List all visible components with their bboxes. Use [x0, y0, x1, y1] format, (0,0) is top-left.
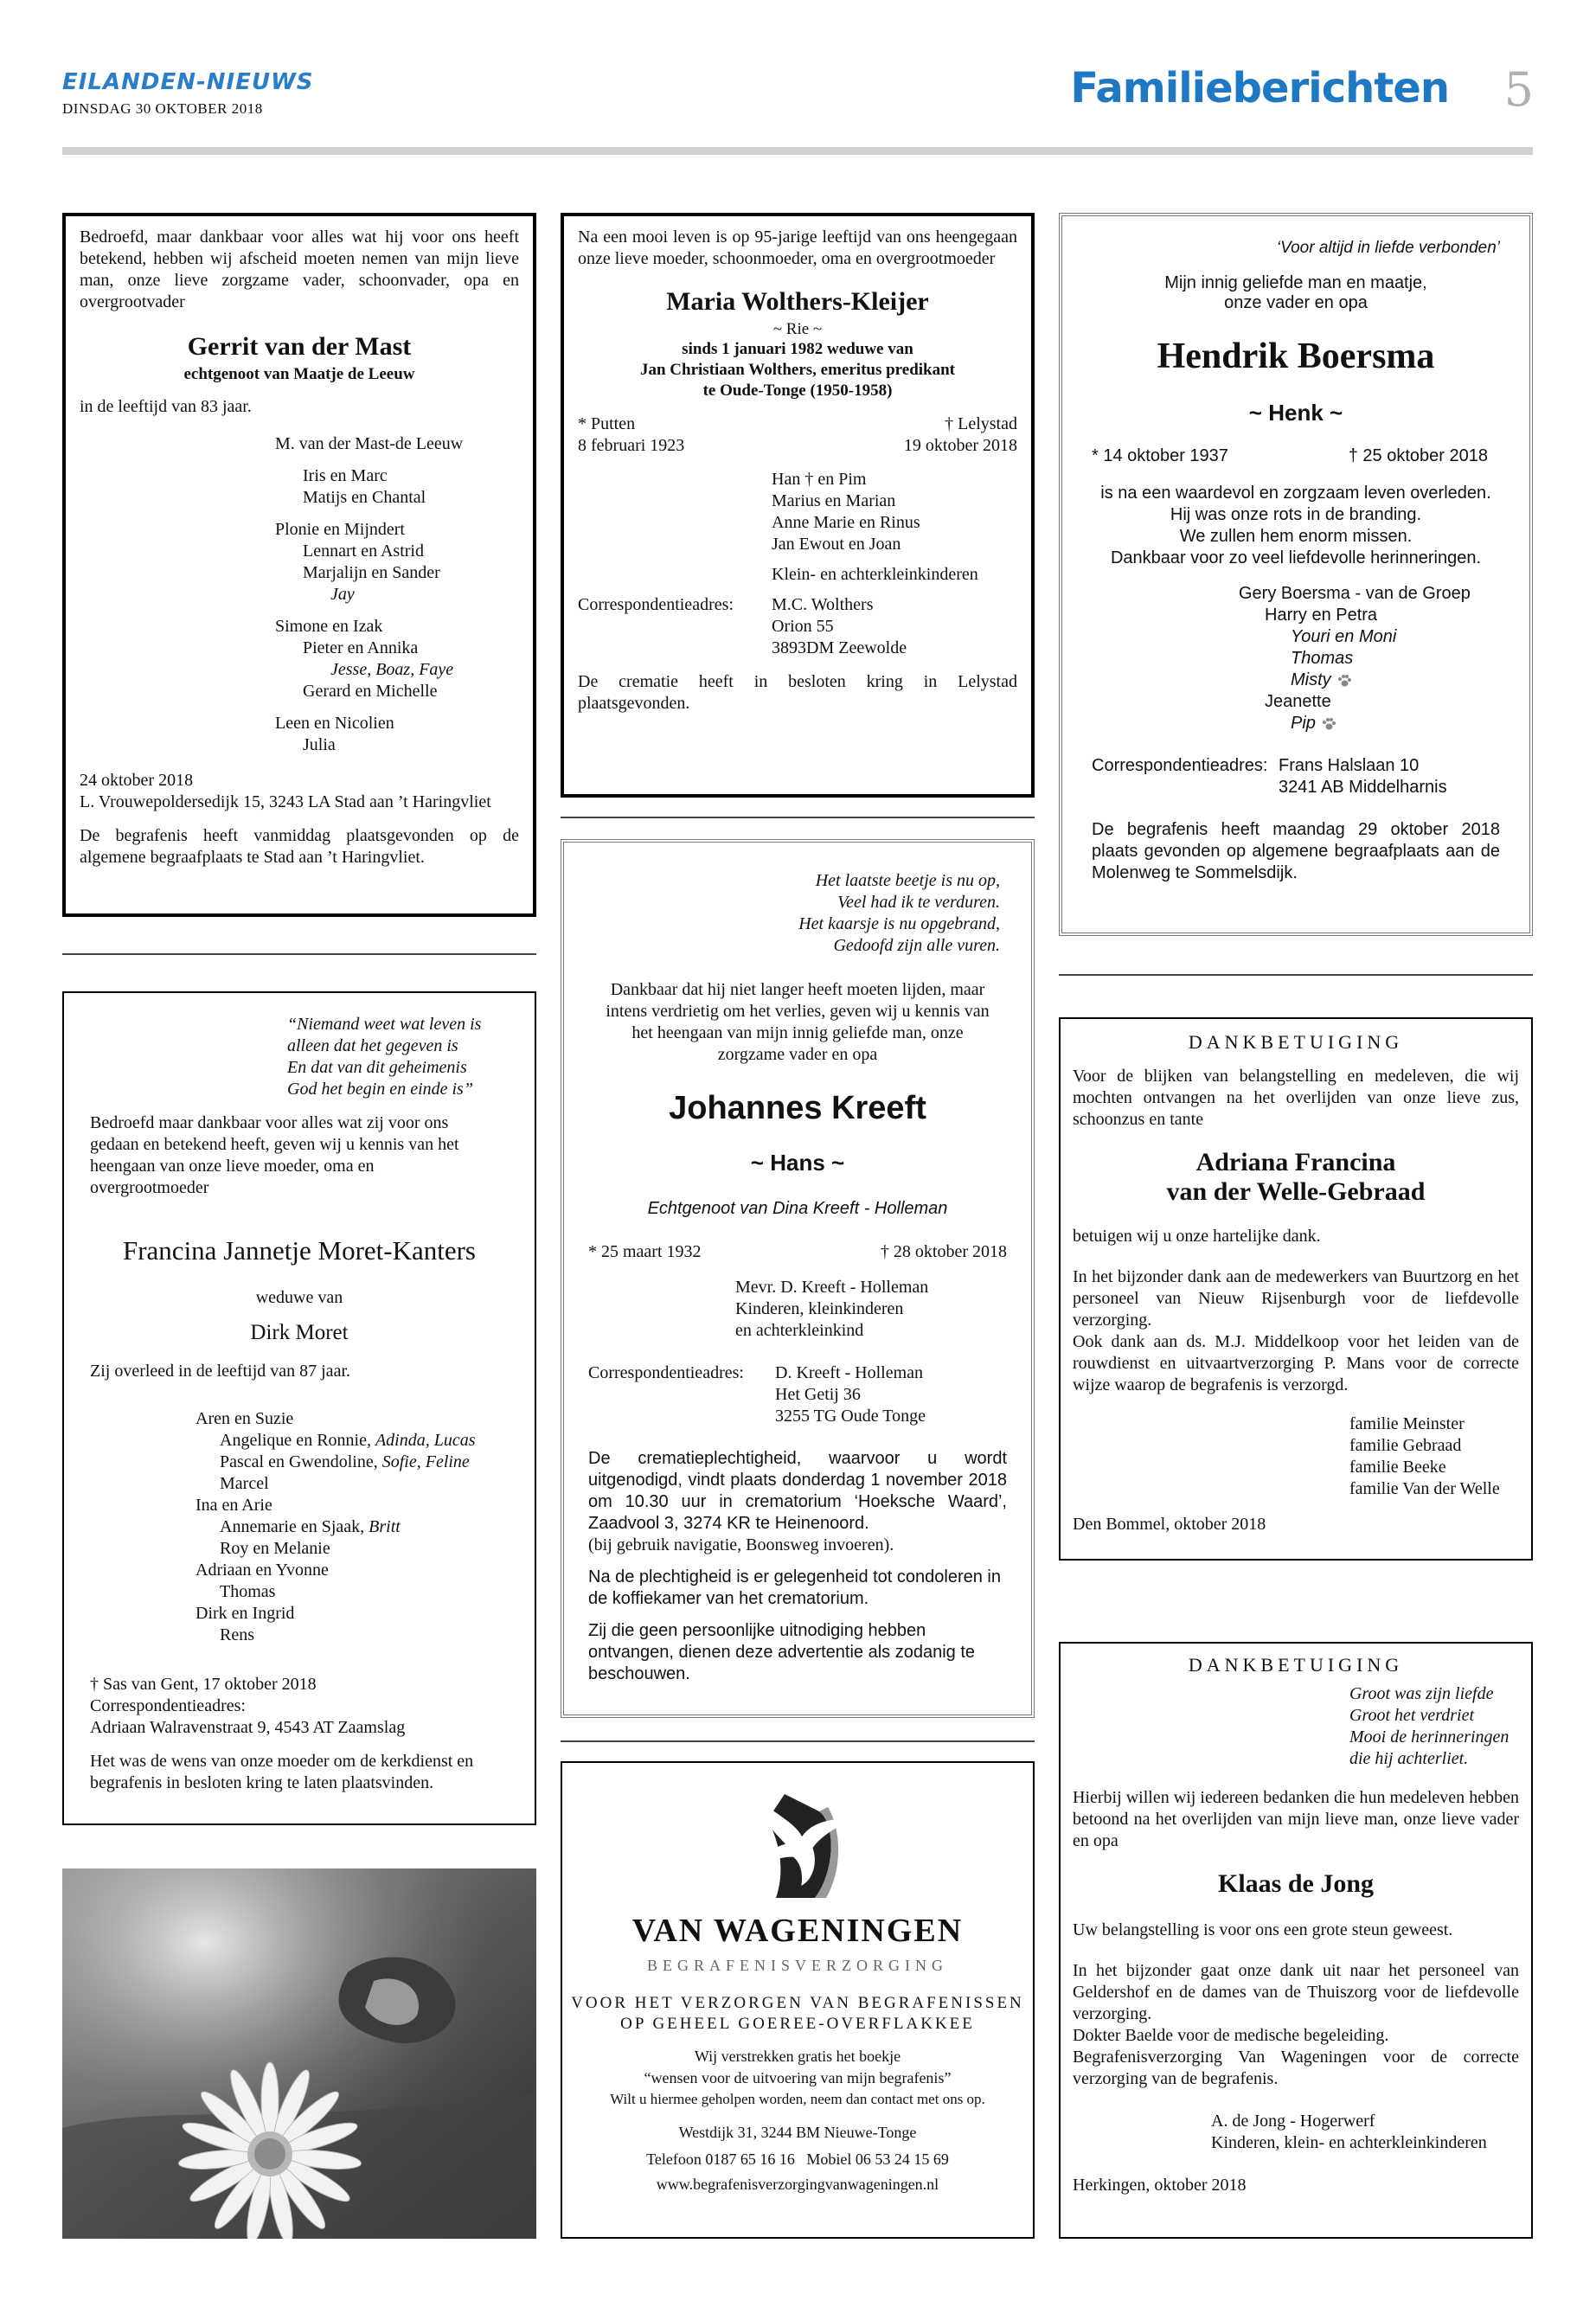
family-member — [1239, 670, 1500, 691]
family-member: Lennart en Astrid — [303, 542, 424, 561]
signature-2: Kinderen, klein- en achterkleinkinderen — [1211, 2133, 1487, 2152]
deceased-name: Maria Wolthers-Kleijer — [666, 287, 929, 316]
nickname: ~ Hans ~ — [750, 1150, 845, 1176]
family-member: Roy en Melanie — [220, 1539, 330, 1558]
husband-name: Dirk Moret — [250, 1321, 349, 1344]
died-date: † 25 oktober 2018 — [1348, 446, 1488, 465]
corr-line: 3255 TG Oude Tonge — [775, 1407, 926, 1426]
family-member: Ina en Arie — [195, 1496, 272, 1515]
navigation-text: (bij gebruik navigatie, Boonsweg invoeren). — [588, 1535, 894, 1554]
intro-line-1: Mijn innig geliefde man en maatje, — [1164, 273, 1427, 292]
thanks-intro: Voor de blijken van belangstelling en medeleven, die wij mochten ontvangen na het overlijden van onze lieve zus, schoonzus en tante — [1073, 1067, 1519, 1129]
notice-kreeft — [561, 839, 1035, 1718]
corr-address — [775, 1362, 926, 1427]
deceased-name: Hendrik Boersma — [1157, 336, 1435, 376]
family-member: Han † en Pim — [772, 470, 867, 489]
quote: ‘Voor altijd in liefde verbonden’ — [1276, 239, 1500, 257]
notice-van-der-mast — [62, 213, 536, 917]
family-member: Matijs en Chantal — [303, 488, 426, 507]
issue-date: DINSDAG 30 OKTOBER 2018 — [62, 100, 263, 117]
corr-label: Correspondentieadres: — [578, 595, 734, 614]
death-line: † Sas van Gent, 17 oktober 2018 — [90, 1675, 317, 1694]
funeral-text: De begrafenis heeft vanmiddag plaatsgevonden op de algemene begraafplaats te Stad aan ’t Haringvliet. — [80, 826, 519, 867]
poem — [588, 870, 1007, 957]
family-member-name: Misty — [1291, 670, 1331, 689]
notice-intro: Na een mooi leven is op 95-jarige leeftijd van ons heengegaan onze lieve moeder, schoonmoeder, oma en overgrootmoeder — [578, 228, 1017, 268]
separator — [561, 1740, 1035, 1742]
family-list — [772, 469, 1017, 555]
family-member: Rens — [220, 1625, 254, 1644]
tribute-line: is na een waardevol en zorgzaam leven overleden. — [1100, 484, 1491, 503]
family-member: Jesse, Boaz, Faye — [330, 660, 454, 679]
family-list — [735, 1277, 1007, 1342]
family-member-name: Youri en Moni — [1291, 627, 1397, 646]
family-signature: familie Beeke — [1349, 1458, 1446, 1477]
widow-line: weduwe van — [255, 1288, 343, 1307]
notice-date: 24 oktober 2018 — [80, 771, 194, 790]
poem-line: Mooi de herinneringen — [1349, 1727, 1509, 1747]
family-member: Marcel — [220, 1474, 269, 1493]
born-date: * 14 oktober 1937 — [1092, 446, 1228, 465]
spouse-line: echtgenoot van Maatje de Leeuw — [183, 365, 415, 383]
family-member: en achterkleinkind — [735, 1321, 864, 1340]
notice-intro: Dankbaar dat hij niet langer heeft moeten lijden, maar intens verdrietig om het verlies, geven wij u kennis van het heengaan van mijn innig geliefde man, onze zorgzame vader en opa — [606, 980, 990, 1064]
poem-line: Groot het verdriet — [1349, 1706, 1475, 1725]
family-signature: familie Van der Welle — [1349, 1479, 1500, 1498]
thanks-para-4: Begrafenisverzorging Van Wageningen voor de correcte verzorging van de begrafenis. — [1073, 2048, 1519, 2088]
poem-line: Het kaarsje is nu opgebrand, — [798, 914, 1000, 933]
condolence-text: Na de plechtigheid is er gelegenheid tot condoleren in de koffiekamer van het crematorium. — [588, 1567, 1002, 1608]
offer-1: Wij verstrekken gratis het boekje — [694, 2048, 901, 2065]
header-rule — [62, 147, 1533, 155]
correspondence — [578, 594, 1017, 659]
deceased-name-1: Adriana Francina — [1195, 1148, 1396, 1176]
grandchildren-line: Klein- en achterkleinkinderen — [772, 565, 978, 584]
quote-line: “Niemand weet wat leven is — [287, 1015, 482, 1034]
family-member: Gerard en Michelle — [303, 682, 438, 701]
section-title: Familieberichten — [1070, 64, 1449, 112]
separator — [1059, 974, 1533, 976]
corr-label: Correspondentieadres: — [90, 1696, 246, 1715]
family-member: Anne Marie en Rinus — [772, 513, 920, 532]
tribute-line: Hij was onze rots in de branding. — [1170, 505, 1422, 524]
family-member: Thomas — [220, 1582, 276, 1601]
nickname: ~ Henk ~ — [1248, 400, 1343, 426]
offer-2: “wensen voor de uitvoering van mijn begrafenis” — [644, 2069, 952, 2086]
company-address: Westdijk 31, 3244 BM Nieuwe-Tonge — [678, 2124, 917, 2141]
family-member: Marjalijn en Sander — [303, 563, 440, 582]
family-list — [275, 433, 519, 756]
family-member — [1239, 583, 1500, 605]
intro-line-2: onze vader en opa — [1224, 293, 1368, 312]
thanks-para-1: In het bijzonder dank aan de medewerkers van Buurtzorg en het personeel van Nieuw Rijsenburgh voor de liefdevolle verzorging. — [1073, 1267, 1519, 1330]
thanks-de-jong — [1059, 1642, 1533, 2239]
notice-address: L. Vrouwepoldersedijk 15, 3243 LA Stad aan ’t Haringvliet — [80, 792, 491, 811]
corr-line: 3893DM Zeewolde — [772, 638, 907, 657]
family-member: Dirk en Ingrid — [195, 1604, 295, 1623]
poem-line: die hij achterliet. — [1349, 1749, 1469, 1768]
family-member: Plonie en Mijndert — [275, 520, 405, 539]
family-member: Iris en Marc — [303, 466, 388, 485]
family-signature: familie Meinster — [1349, 1414, 1465, 1433]
family-list — [1239, 583, 1500, 734]
notice-moret-kanters — [62, 991, 536, 1825]
family-member: M. van der Mast-de Leeuw — [275, 434, 464, 453]
family-member: Simone en Izak — [275, 617, 383, 636]
corr-label: Correspondentieadres: — [588, 1363, 744, 1382]
family-member: Pascal en Gwendoline, Sofie, Feline — [220, 1452, 470, 1471]
family-member-name: Pip — [1291, 714, 1316, 733]
thanks-heading: DANKBETUIGING — [1188, 1031, 1404, 1053]
family-member — [1239, 691, 1500, 713]
family-member: Kinderen, kleinkinderen — [735, 1299, 904, 1318]
family-signature: familie Gebraad — [1349, 1436, 1462, 1455]
offer-3: Wilt u hiermee geholpen worden, neem dan contact met ons op. — [610, 2091, 985, 2107]
thanks-intro: Hierbij willen wij iedereen bedanken die hun medeleven hebben betoond na het overlijden van mijn lieve man, onze lieve vader en opa — [1073, 1788, 1519, 1850]
corr-line: M.C. Wolthers — [772, 595, 874, 614]
funeral-text: De begrafenis heeft maandag 29 oktober 2018 plaats gevonden op algemene begraafplaats aan de Molenweg te Sommelsdijk. — [1092, 820, 1500, 882]
spouse-line: Echtgenoot van Dina Kreeft - Holleman — [647, 1199, 948, 1218]
poem-line: Gedoofd zijn alle vuren. — [833, 936, 1000, 955]
family-member: Jay — [330, 585, 355, 604]
family-member: Annemarie en Sjaak, Britt — [220, 1517, 401, 1536]
place-date: Den Bommel, oktober 2018 — [1073, 1515, 1266, 1534]
parish-line: te Oude-Tonge (1950-1958) — [702, 381, 893, 400]
tagline-2: OP GEHEEL GOEREE-OVERFLAKKEE — [620, 2015, 975, 2033]
corr-label: Correspondentieadres: — [1092, 756, 1268, 775]
tribute-line: We zullen hem enorm missen. — [1179, 527, 1413, 546]
signature-1: A. de Jong - Hogerwerf — [1211, 2112, 1375, 2131]
thanks-heading: DANKBETUIGING — [1188, 1654, 1404, 1676]
husband-line: Jan Christiaan Wolthers, emeritus predikant — [639, 361, 955, 379]
tribute-line: Dankbaar voor zo veel liefdevolle herinneringen. — [1110, 548, 1482, 567]
died-date: 19 oktober 2018 — [903, 436, 1017, 455]
family-member — [1239, 605, 1500, 626]
family-member-name: Gery Boersma - van de Groep — [1239, 584, 1471, 603]
company-name: VAN WAGENINGEN — [631, 1913, 964, 1949]
paw-print-icon — [1321, 714, 1336, 733]
correspondence — [1092, 755, 1500, 798]
advert-van-wageningen — [561, 1761, 1035, 2239]
corr-line: Frans Halslaan 10 — [1279, 756, 1420, 775]
corr-line: 3241 AB Middelharnis — [1279, 778, 1447, 797]
birth-death-dates — [578, 435, 1017, 457]
corr-address — [772, 594, 907, 659]
poem-line: Groot was zijn liefde — [1349, 1684, 1494, 1703]
corr-address: Adriaan Walravenstraat 9, 4543 AT Zaamslag — [90, 1718, 406, 1737]
born-date: * 25 maart 1932 — [588, 1242, 702, 1261]
cremation-text: De crematie heeft in besloten kring in Lelystad plaatsgevonden. — [578, 672, 1017, 713]
separator — [62, 953, 536, 955]
thanks-para-1: Uw belangstelling is voor ons een grote steun geweest. — [1073, 1920, 1453, 1939]
family-member: Adriaan en Yvonne — [195, 1561, 329, 1580]
died-place: † Lelystad — [945, 414, 1017, 433]
paw-print-icon — [1336, 670, 1352, 689]
place-date: Herkingen, oktober 2018 — [1073, 2176, 1247, 2195]
family-member: Julia — [303, 735, 336, 754]
family-member-name: Thomas — [1291, 649, 1354, 668]
deceased-name-2: van der Welle-Gebraad — [1166, 1177, 1426, 1206]
notice-intro: Bedroefd maar dankbaar voor alles wat zij voor ons gedaan en betekend heeft, geven wij u kennis van het heengaan van onze lieve moeder, oma en overgrootmoeder — [90, 1113, 459, 1197]
thanks-para-2: Ook dank aan ds. M.J. Middelkoop voor het leiden van de rouwdienst en uitvaartverzorging P. Mans voor de correcte wijze waarop de begrafenis is verzorgd. — [1073, 1332, 1519, 1394]
poem — [1349, 1683, 1519, 1770]
thanks-para-2: In het bijzonder gaat onze dank uit naar het personeel van Geldershof en de dames van de Thuiszorg voor de liefdevolle verzorging. — [1073, 1961, 1519, 2023]
correspondence — [588, 1362, 1007, 1427]
born-date: 8 februari 1923 — [578, 436, 685, 455]
thanks-van-der-welle-gebraad — [1059, 1017, 1533, 1561]
family-member-name: Harry en Petra — [1265, 606, 1378, 625]
poem-line: Het laatste beetje is nu op, — [815, 871, 1000, 890]
age-line: in de leeftijd van 83 jaar. — [80, 397, 252, 416]
widow-since: sinds 1 januari 1982 weduwe van — [682, 340, 913, 358]
separator — [561, 817, 1035, 818]
poem-line: Veel had ik te verduren. — [837, 893, 1000, 912]
family-member — [1239, 713, 1500, 734]
birth-death-places — [578, 413, 1017, 435]
newspaper-logo: EILANDEN-NIEUWS — [62, 69, 314, 95]
notice-wolthers-kleijer — [561, 213, 1035, 798]
invitation-notice: Zij die geen persoonlijke uitnodiging hebben ontvangen, dienen deze advertentie als zodanig te beschouwen. — [588, 1621, 976, 1683]
family-signatures — [1349, 1413, 1519, 1500]
family-member — [1239, 648, 1500, 670]
corr-line: D. Kreeft - Holleman — [775, 1363, 924, 1382]
died-date: † 28 oktober 2018 — [880, 1242, 1007, 1261]
corr-line: Het Getij 36 — [775, 1385, 861, 1404]
quote — [287, 1014, 509, 1100]
nickname: ~ Rie ~ — [772, 320, 823, 338]
family-member: Leen en Nicolien — [275, 714, 394, 733]
thanks-para-3: Dokter Baelde voor de medische begeleiding. — [1073, 2026, 1389, 2045]
family-member: Aren en Suzie — [195, 1409, 294, 1428]
family-member: Mevr. D. Kreeft - Holleman — [735, 1278, 929, 1297]
family-member: Pieter en Annika — [303, 638, 419, 657]
quote-line: God het begin en einde is” — [287, 1080, 473, 1099]
wish-text: Het was de wens van onze moeder om de kerkdienst en begrafenis in besloten kring te laten plaatsvinden. — [90, 1752, 474, 1792]
quote-line: alleen dat het gegeven is — [287, 1036, 458, 1055]
thanks-line: betuigen wij u onze hartelijke dank. — [1073, 1227, 1321, 1246]
birth-death — [1092, 445, 1500, 467]
ceremony-text: De crematieplechtigheid, waarvoor u wordt uitgenodigd, vindt plaats donderdag 1 november 2018 om 10.30 uur in crematorium ‘Hoeksche Waard’, Zaadvool 3, 3274 KR te Heinenoord. — [588, 1449, 1007, 1533]
daisy-photo — [62, 1868, 536, 2239]
family-member-name: Jeanette — [1265, 692, 1331, 711]
deceased-name: Gerrit van der Mast — [187, 332, 412, 361]
company-subtitle: BEGRAFENISVERZORGING — [646, 1957, 948, 1974]
family-list — [195, 1408, 509, 1646]
family-member: Jan Ewout en Joan — [772, 535, 901, 554]
family-member — [1239, 626, 1500, 648]
deceased-name: Klaas de Jong — [1217, 1869, 1375, 1898]
family-member: Angelique en Ronnie, Adinda, Lucas — [220, 1431, 476, 1450]
corr-line: Orion 55 — [772, 617, 834, 636]
birth-death — [588, 1241, 1007, 1263]
notice-intro: Bedroefd, maar dankbaar voor alles wat hij voor ons heeft betekend, hebben wij afscheid moeten nemen van mijn lieve man, onze lieve zorgzame vader, schoonvader, opa en overgrootvader — [80, 228, 519, 311]
born-place: * Putten — [578, 414, 636, 433]
company-phone: Telefoon 0187 65 16 16 Mobiel 06 53 24 15 69 — [646, 2150, 949, 2168]
page-number: 5 — [1503, 62, 1534, 117]
deceased-name: Francina Jannetje Moret-Kanters — [122, 1235, 476, 1266]
quote-line: En dat van dit geheimenis — [287, 1058, 467, 1077]
dove-logo-icon — [571, 1777, 1024, 1907]
notice-boersma — [1059, 213, 1533, 936]
corr-address — [1279, 755, 1447, 798]
company-website[interactable]: www.begrafenisverzorgingvanwageningen.nl — [656, 2176, 939, 2193]
family-member: Marius en Marian — [772, 491, 896, 510]
tribute-text — [1092, 483, 1500, 569]
age-line: Zij overleed in de leeftijd van 87 jaar. — [90, 1362, 350, 1381]
deceased-name: Johannes Kreeft — [669, 1090, 926, 1126]
tagline-1: VOOR HET VERZORGEN VAN BEGRAFENISSEN — [571, 1994, 1024, 2012]
